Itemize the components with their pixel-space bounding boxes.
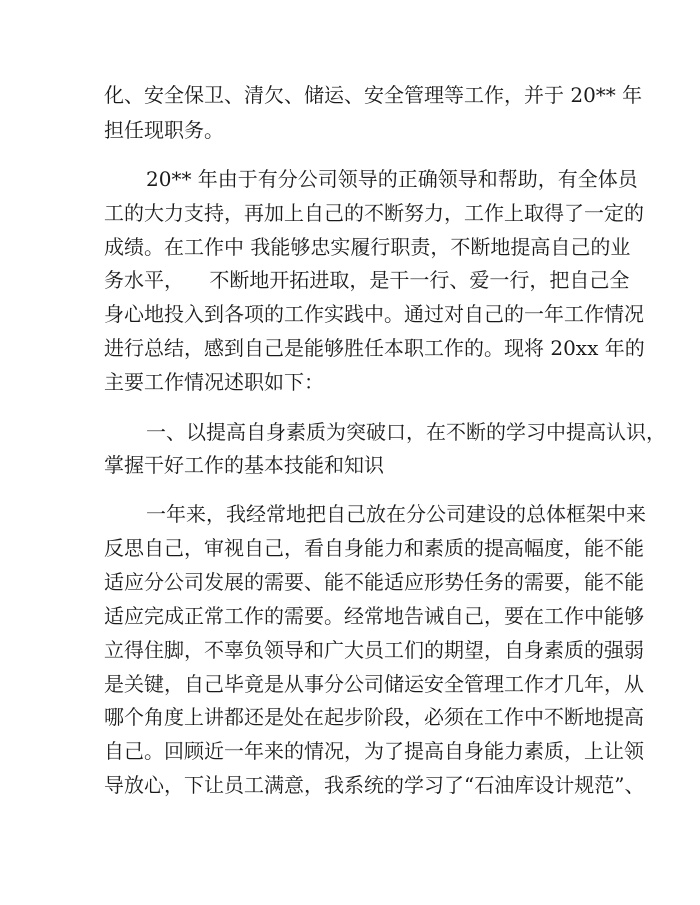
text-line: 自己。回顾近一年来的情况，为了提高自身能力素质，上让领 — [104, 739, 644, 763]
text-line: 成绩。在工作中 我能够忠实履行职责，不断地提高自己的业 — [104, 235, 631, 259]
section-heading-line: 掌握干好工作的基本技能和知识 — [104, 453, 384, 477]
text-line: 化、安全保卫、清欠、储运、安全管理等工作，并于 20** 年 — [104, 83, 643, 107]
text-line: 适应分公司发展的需要、能不能适应形势任务的需要，能不能 — [104, 570, 644, 594]
text-line: 务水平， 不断地开拓进取，是干一行、爱一行，把自己全 — [104, 268, 630, 292]
text-line: 20** 年由于有分公司领导的正确领导和帮助，有全体员 — [146, 167, 638, 191]
text-line: 导放心，下让员工满意，我系统的学习了“石油库设计规范”、 — [104, 773, 645, 797]
text-line: 进行总结，感到自己是能够胜任本职工作的。现将 20xx 年的 — [104, 336, 645, 360]
text-line: 担任现职务。 — [104, 118, 224, 142]
text-line: 主要工作情况述职如下： — [104, 370, 324, 394]
text-line: 是关键，自己毕竟是从事分公司储运安全管理工作才几年，从 — [104, 672, 644, 696]
text-line: 工的大力支持，再加上自己的不断努力，工作上取得了一定的 — [104, 201, 644, 225]
text-line: 身心地投入到各项的工作实践中。通过对自己的一年工作情况 — [104, 302, 644, 326]
text-line: 反思自己，审视自己，看自身能力和素质的提高幅度，能不能 — [104, 536, 644, 560]
section-heading-line: 一、以提高自身素质为突破口，在不断的学习中提高认识， — [146, 420, 666, 444]
text-line: 立得住脚，不辜负领导和广大员工们的期望，自身素质的强弱 — [104, 638, 644, 662]
text-line: 一年来，我经常地把自己放在分公司建设的总体框架中来 — [146, 502, 646, 526]
text-line: 哪个角度上讲都还是处在起步阶段，必须在工作中不断地提高 — [104, 705, 644, 729]
text-line: 适应完成正常工作的需要。经常地告诫自己，要在工作中能够 — [104, 604, 644, 628]
